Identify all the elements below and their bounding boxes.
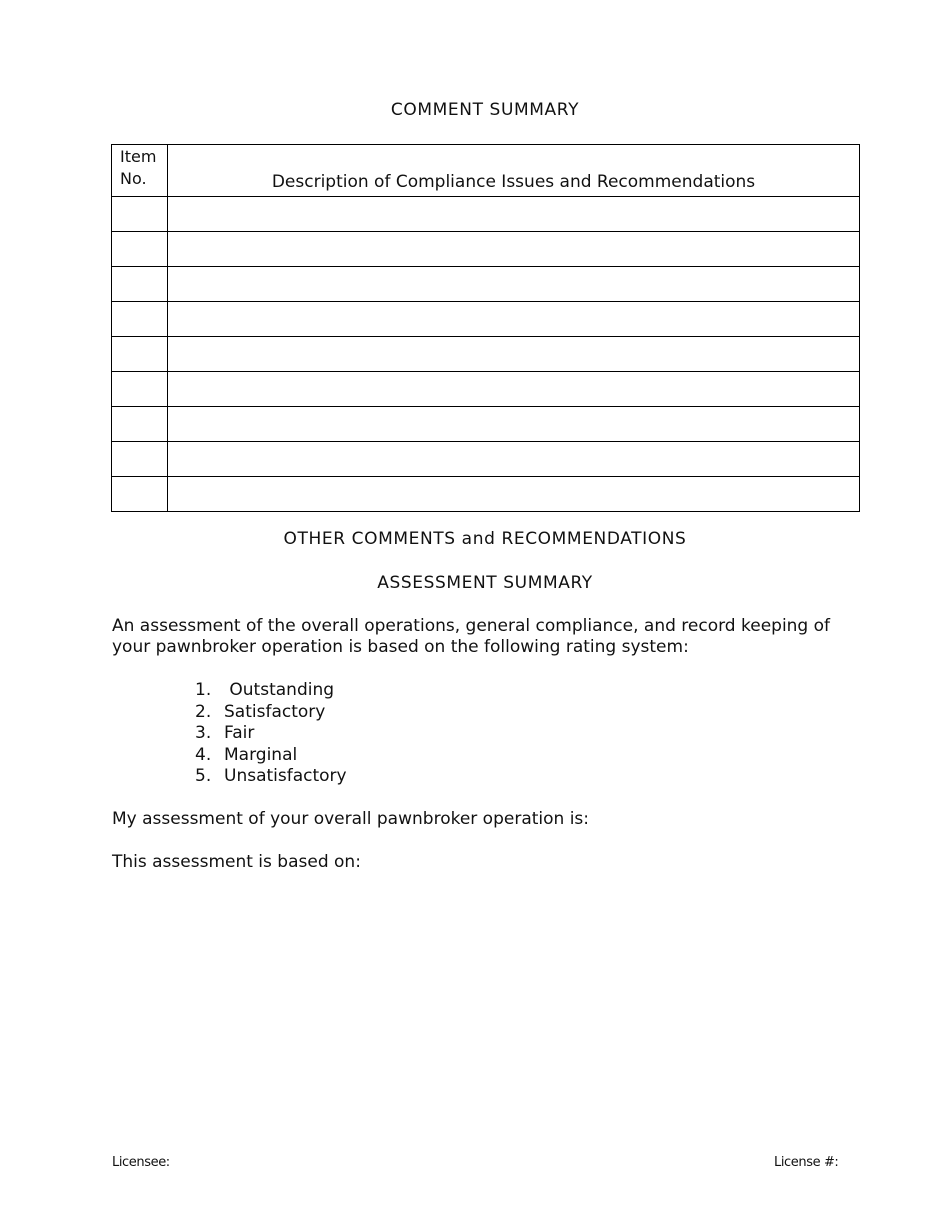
item-no-cell[interactable] <box>112 232 168 267</box>
description-cell[interactable] <box>168 302 860 337</box>
list-item <box>195 723 347 745</box>
assessment-intro: An assessment of the overall operations, general compliance, and record keeping of your pawnbroker operation is based on the following rating system: <box>112 616 831 657</box>
rating-number: 2. <box>195 701 212 722</box>
assessment-summary-title: ASSESSMENT SUMMARY <box>377 573 593 593</box>
table-row <box>112 337 860 372</box>
item-no-cell[interactable] <box>112 267 168 302</box>
table-row <box>112 407 860 442</box>
rating-label: Marginal <box>224 744 298 765</box>
table-row <box>112 302 860 337</box>
table-row <box>112 267 860 302</box>
description-cell[interactable] <box>168 407 860 442</box>
comment-summary-title: COMMENT SUMMARY <box>390 100 580 120</box>
description-cell[interactable] <box>168 372 860 407</box>
list-item <box>195 766 347 788</box>
license-number-label: License #: <box>774 1155 839 1170</box>
item-no-cell[interactable] <box>112 477 168 512</box>
item-no-cell[interactable] <box>112 407 168 442</box>
description-cell[interactable] <box>168 197 860 232</box>
rating-label: Outstanding <box>224 680 335 700</box>
comment-summary-table <box>111 144 860 512</box>
item-no-header: Item No. <box>112 145 168 197</box>
table-row <box>112 372 860 407</box>
licensee-label: Licensee: <box>112 1155 170 1170</box>
table-header-row <box>112 145 860 197</box>
table-row <box>112 197 860 232</box>
rating-number: 3. <box>195 723 212 743</box>
item-no-cell[interactable] <box>112 337 168 372</box>
list-item <box>195 680 347 702</box>
my-assessment-line: My assessment of your overall pawnbroker operation is: <box>112 809 590 829</box>
description-header: Description of Compliance Issues and Recommendations <box>168 145 860 197</box>
table-row <box>112 477 860 512</box>
item-no-cell[interactable] <box>112 302 168 337</box>
rating-number: 1. <box>195 680 212 700</box>
list-item <box>195 702 347 724</box>
based-on-line: This assessment is based on: <box>112 852 361 872</box>
other-comments-title: OTHER COMMENTS and RECOMMENDATIONS <box>283 529 687 549</box>
description-cell[interactable] <box>168 232 860 267</box>
description-cell[interactable] <box>168 267 860 302</box>
table-row <box>112 442 860 477</box>
item-no-cell[interactable] <box>112 372 168 407</box>
item-no-cell[interactable] <box>112 197 168 232</box>
table-row <box>112 232 860 267</box>
description-cell[interactable] <box>168 477 860 512</box>
rating-label: Satisfactory <box>224 701 326 722</box>
description-cell[interactable] <box>168 442 860 477</box>
list-item <box>195 745 347 767</box>
rating-number: 5. <box>195 766 212 786</box>
rating-list <box>195 680 347 788</box>
rating-label: Unsatisfactory <box>224 766 347 786</box>
description-cell[interactable] <box>168 337 860 372</box>
rating-label: Fair <box>224 723 255 743</box>
item-no-cell[interactable] <box>112 442 168 477</box>
rating-number: 4. <box>195 744 212 765</box>
